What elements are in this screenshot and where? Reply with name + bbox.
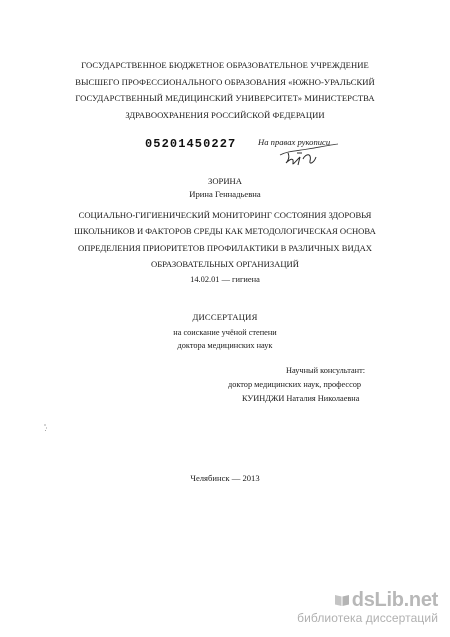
watermark-lib: Lib: [374, 589, 404, 611]
dslib-watermark[interactable]: [278, 589, 438, 625]
watermark-subtitle: библиотека диссертаций: [297, 611, 438, 625]
handwritten-signature-icon: [278, 141, 340, 172]
degree-line-2: доктора медицинских наук: [177, 341, 273, 350]
scientific-consultant: [228, 364, 443, 406]
watermark-ds: ds: [351, 589, 375, 611]
institution-line-2: ВЫСШЕГО ПРОФЕССИОНАЛЬНОГО ОБРАЗОВАНИЯ «ЮЖНО-УРАЛЬСКИЙ: [75, 76, 375, 87]
institution-header: [0, 57, 450, 123]
title-line-1: СОЦИАЛЬНО-ГИГИЕНИЧЕСКИЙ МОНИТОРИНГ СОСТОЯНИЯ ЗДОРОВЬЯ: [78, 210, 372, 220]
title-line-2: ШКОЛЬНИКОВ И ФАКТОРОВ СРЕДЫ КАК МЕТОДОЛОГИЧЕСКАЯ ОСНОВА: [74, 226, 376, 237]
watermark-logo[interactable]: [278, 589, 438, 611]
work-type: ДИССЕРТАЦИЯ: [192, 312, 258, 322]
consultant-name: КУИНДЖИ Наталия Николаевна: [242, 394, 360, 403]
consultant-credentials: доктор медицинских наук, профессор: [228, 380, 362, 389]
title-line-3: ОПРЕДЕЛЕНИЯ ПРИОРИТЕТОВ ПРОФИЛАКТИКИ В РАЗЛИЧНЫХ ВИДАХ: [78, 242, 372, 253]
registry-code: 05201450227: [145, 137, 237, 151]
institution-line-3: ГОСУДАРСТВЕННЫЙ МЕДИЦИНСКИЙ УНИВЕРСИТЕТ» МИНИСТЕРСТВА: [75, 93, 375, 103]
institution-line-4: ЗДРАВООХРАНЕНИЯ РОССИЙСКОЙ ФЕДЕРАЦИИ: [125, 109, 325, 120]
institution-line-1: ГОСУДАРСТВЕННОЕ БЮДЖЕТНОЕ ОБРАЗОВАТЕЛЬНОЕ УЧРЕЖДЕНИЕ: [81, 60, 369, 70]
title-line-4: ОБРАЗОВАТЕЛЬНЫХ ОРГАНИЗАЦИЙ: [151, 258, 299, 269]
specialty-code: 14.02.01 — гигиена: [190, 275, 260, 284]
consultant-label: Научный консультант:: [286, 366, 366, 375]
author-surname: ЗОРИНА: [208, 176, 242, 186]
city-year: Челябинск — 2013: [190, 473, 260, 483]
book-icon: [334, 590, 350, 604]
degree-line-1: на соискание учёной степени: [173, 328, 277, 337]
dissertation-title: [0, 207, 450, 272]
rights-note: На правах рукописи: [258, 137, 331, 147]
watermark-net: .net: [403, 589, 438, 611]
scan-speck: [44, 424, 48, 432]
author-given-names: Ирина Геннадьевна: [189, 189, 261, 199]
